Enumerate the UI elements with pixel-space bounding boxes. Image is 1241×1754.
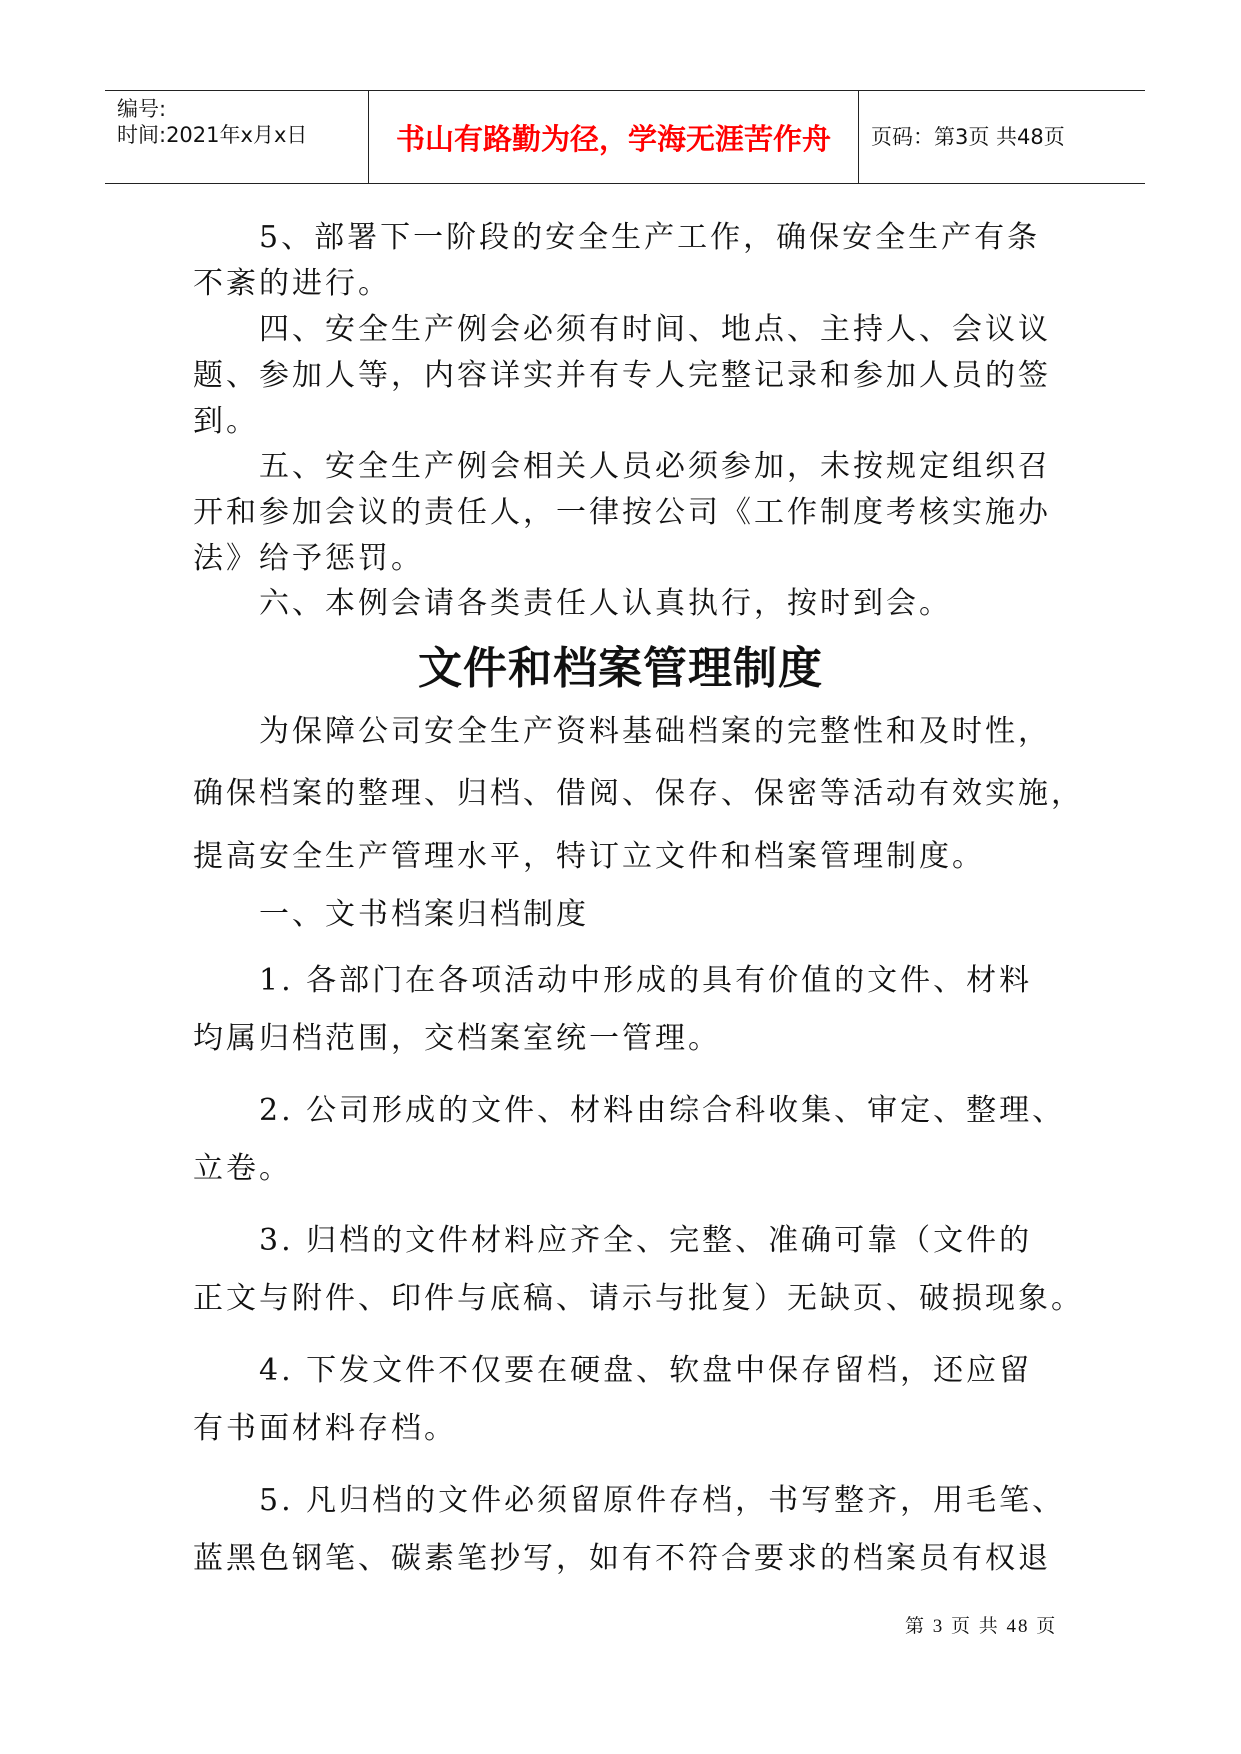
text-line: 题、参加人等，内容详实并有专人完整记录和参加人员的签: [193, 358, 1051, 393]
text-line: 提高安全生产管理水平，特订立文件和档案管理制度。: [193, 839, 985, 874]
paragraph-rule-3: [193, 1216, 1084, 1331]
text-line: 不紊的进行。: [193, 266, 391, 301]
text-line: 五、安全生产例会相关人员必须参加，未按规定组织召: [259, 449, 1051, 484]
paragraph-rule-5: [193, 1476, 1073, 1591]
header-page-label: 页码：第3页 共48页: [871, 125, 1065, 149]
number-label: 编号:: [117, 97, 167, 121]
paragraph-intro: [193, 702, 1084, 888]
paragraph-rule-1: [193, 956, 1073, 1071]
header-page-cell: [859, 91, 1145, 183]
text-line: 均属归档范围，交档案室统一管理。: [193, 1021, 721, 1056]
text-line: 开和参加会议的责任人，一律按公司《工作制度考核实施办: [193, 495, 1051, 530]
paragraph-section-6: [193, 581, 1073, 627]
text-line: 5、部署下一阶段的安全生产工作，确保安全生产有条: [259, 220, 1041, 255]
text-line: 确保档案的整理、归档、借阅、保存、保密等活动有效实施，: [193, 776, 1084, 811]
text-line: 5. 凡归档的文件必须留原件存档，书写整齐，用毛笔、: [259, 1483, 1066, 1518]
text-line: 正文与附件、印件与底稿、请示与批复）无缺页、破损现象。: [193, 1281, 1084, 1316]
text-line: 六、本例会请各类责任人认真执行，按时到会。: [259, 586, 952, 621]
paragraph-rule-4: [193, 1346, 1073, 1461]
header-meta-cell: [105, 91, 369, 183]
text-line: 1. 各部门在各项活动中形成的具有价值的文件、材料: [259, 963, 1033, 998]
header-motto-cell: [369, 91, 859, 183]
text-line: 法》给予惩罚。: [193, 541, 424, 576]
text-line: 蓝黑色钢笔、碳素笔抄写，如有不符合要求的档案员有权退: [193, 1541, 1051, 1576]
text-line: 4. 下发文件不仅要在硬盘、软盘中保存留档，还应留: [259, 1353, 1033, 1388]
page-footer: 第 3 页 共 48 页: [905, 1616, 1058, 1637]
time-label: 时间:2021年x月x日: [117, 123, 308, 147]
text-line: 有书面材料存档。: [193, 1411, 457, 1446]
page-header: [105, 90, 1145, 184]
text-line: 3. 归档的文件材料应齐全、完整、准确可靠（文件的: [259, 1223, 1033, 1258]
text-line: 一、文书档案归档制度: [259, 897, 589, 932]
text-line: 2. 公司形成的文件、材料由综合科收集、审定、整理、: [259, 1093, 1066, 1128]
paragraph-heading-1: [193, 890, 1073, 940]
paragraph-rule-2: [193, 1086, 1073, 1201]
text-line: 立卷。: [193, 1151, 292, 1186]
paragraph-item-5: [193, 215, 1073, 307]
paragraph-section-5: [193, 444, 1073, 582]
header-motto: 书山有路勤为径，学海无涯苦作舟: [395, 122, 831, 156]
text-line: 为保障公司安全生产资料基础档案的完整性和及时性，: [259, 714, 1051, 749]
paragraph-section-4: [193, 307, 1073, 445]
section-title: 文件和档案管理制度: [418, 643, 823, 694]
text-line: 到。: [193, 404, 259, 439]
text-line: 四、安全生产例会必须有时间、地点、主持人、会议议: [259, 312, 1051, 347]
